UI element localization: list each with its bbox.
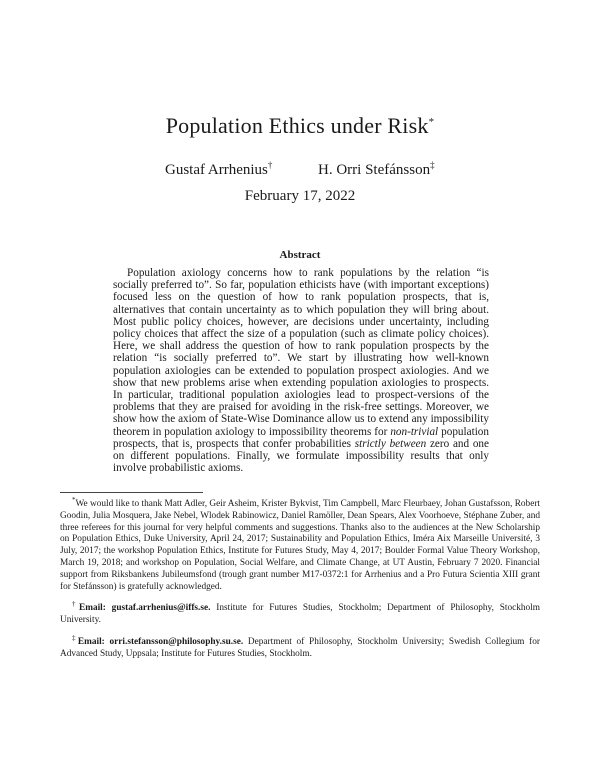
author-2 <box>318 160 435 179</box>
footnotes <box>60 495 540 667</box>
footnote-acknowledgements <box>60 495 540 593</box>
abstract-text-2: population prospects, that is, prospects that confer probabilities <box>113 425 489 450</box>
footnote-1-text: We would like to thank Matt Adler, Geir Asheim, Krister Bykvist, Tim Campbell, Marc Fleurbaey, Johan Gustafsson, Robert Goodin, Julia Mosquera, Jake Nebel, Wlodek Rabinowicz, Daniel Ramöller, Dean Spears, Alex Voorhoeve, Stéphane Zuber, and three referees for this journal for very helpful comments and suggestions. Thanks also to the audiences at the New Scholarship on Population Ethics, Duke University, April 24, 2017; Sustainability and Population Ethics, Iméra Aix Marseille Université, 3 July, 2017; the workshop Population Ethics, Institute for Futures Study, May 4, 2017; Boulder Formal Value Theory Workshop, March 19, 2018; and workshop on Population, Social Welfare, and Climate Change, at UT Austin, February 7 2020. Financial support from Riksbankens Jubileumsfond (trough grant number M17-0372:1 for Arrhenius and a Pro Futura Scientia XIII grant for Stefánsson) is gratefully acknowledged. <box>60 499 540 592</box>
footnote-3-email: Email: orri.stefansson@philosophy.su.se. <box>77 636 244 647</box>
footnote-3-mark: ‡ <box>72 633 78 642</box>
footnote-1-mark: * <box>72 496 76 504</box>
title-text: Population Ethics under Risk <box>165 113 429 138</box>
footnote-2-email: Email: gustaf.arrhenius@iffs.se. <box>79 603 211 614</box>
author-1-mark: † <box>267 160 273 170</box>
title-footnote-mark: * <box>428 116 435 128</box>
author-1-name: Gustaf Arrhenius <box>165 162 268 178</box>
footnote-3-text: Department of Philosophy, Stockholm University; Swedish Collegium for Advanced Study, Uppsala; Institute for Futures Studies, Stockholm. <box>60 636 540 659</box>
footnote-2-text: Institute for Futures Studies, Stockholm; Department of Philosophy, Stockholm University. <box>60 603 540 626</box>
author-2-mark: ‡ <box>430 160 435 170</box>
abstract-text-1: Population axiology concerns how to rank populations by the relation “is socially preferred to”. So far, population ethicists have (with important exceptions) focused less on the question of how to rank population prospects, that is, alternatives that contain uncertainty as to which population they will bring about. Most public policy choices, however, are decisions under uncertainty, including policy choices that affect the size of a population (such as climate policy choices). Here, we shall address the question of how to rank population prospects by the relation “is socially preferred to”. We start by illustrating how well-known population axiologies can be extended to population prospect axiologies. And we show that new problems arise when extending population axiologies to prospects. In particular, traditional population axiologies lead to prospect-versions of the problems that they are praised for avoiding in the risk-free settings. Moreover, we show how the axiom of State-Wise Dominance allow us to extend any impossibility theorem in population axiology to impossibility theorems for <box>113 267 489 438</box>
footnote-2-mark: † <box>72 600 79 609</box>
footnote-author-1 <box>60 599 540 627</box>
paper-title <box>0 113 600 139</box>
abstract-emphasis-2: strictly between <box>354 437 427 450</box>
footnote-divider <box>60 492 203 493</box>
abstract-heading: Abstract <box>279 249 321 261</box>
author-2-name: H. Orri Stefánsson <box>318 162 431 178</box>
abstract-body <box>113 267 489 474</box>
abstract-text-3: zero and one on different populations. Finally, we formulate impossibility results that only involve probabilistic axioms. <box>113 437 489 475</box>
author-1 <box>165 160 272 179</box>
footnote-author-2 <box>60 633 540 661</box>
abstract-emphasis-1: non-trivial <box>390 425 439 438</box>
publication-date: February 17, 2022 <box>244 188 356 204</box>
